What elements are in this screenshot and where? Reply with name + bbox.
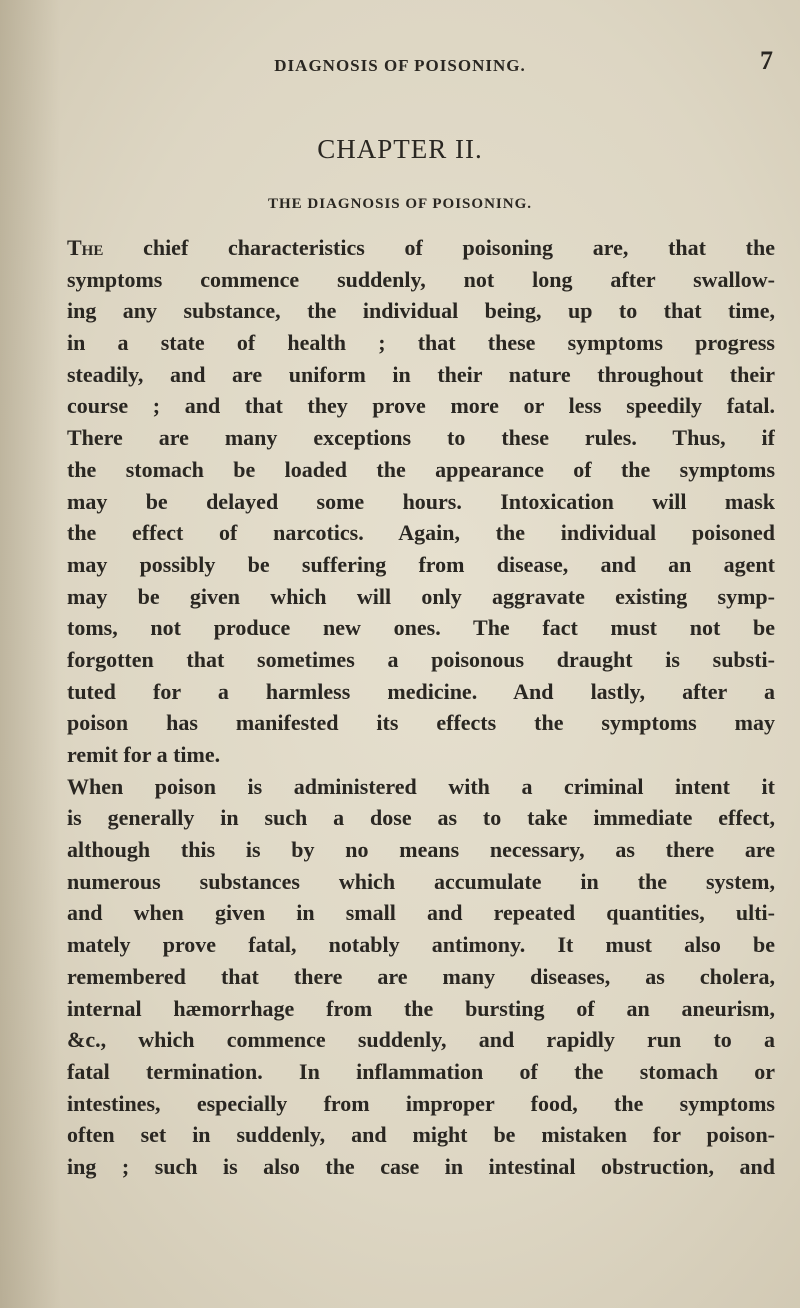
text-line: although this is by no means necessary, as there are xyxy=(67,837,775,863)
text-line: remembered that there are many diseases, as cholera, xyxy=(67,963,775,989)
text-line: intestines, especially from improper food, the symptoms xyxy=(67,1090,775,1116)
text-line: and when given in small and repeated quantities, ulti- xyxy=(67,900,775,926)
gutter-shadow xyxy=(0,0,60,1308)
page-number: 7 xyxy=(760,46,773,75)
text-line: When poison is administered with a criminal intent it xyxy=(67,773,775,799)
section-title: THE DIAGNOSIS OF POISONING. xyxy=(268,196,532,212)
paragraph-1 xyxy=(67,232,775,771)
running-head: DIAGNOSIS OF POISONING. xyxy=(274,56,526,75)
paragraph-2 xyxy=(67,771,775,1183)
text-line: There are many exceptions to these rules. Thus, if xyxy=(67,425,775,451)
text-line: ing any substance, the individual being, up to that time, xyxy=(67,298,775,324)
text-line: may possibly be suffering from disease, and an agent xyxy=(67,551,775,577)
text-line: &c., which commence suddenly, and rapidly run to a xyxy=(67,1027,775,1053)
text-line: remit for a time. xyxy=(67,742,221,767)
text-line: forgotten that sometimes a poisonous draught is substi- xyxy=(67,646,775,672)
text-line: fatal termination. In inflammation of the stomach or xyxy=(67,1058,775,1084)
text-line: The chief characteristics of poisoning are, that the xyxy=(67,235,775,260)
text-line: may be delayed some hours. Intoxication will mask xyxy=(67,488,775,514)
lead-word: The xyxy=(67,235,104,260)
text-line: ing ; such is also the case in intestinal obstruction, and xyxy=(67,1153,775,1179)
text-line: often set in suddenly, and might be mistaken for poison- xyxy=(67,1122,775,1148)
text-line: course ; and that they prove more or less speedily fatal. xyxy=(67,393,775,419)
body-text xyxy=(67,232,775,1183)
text-line: numerous substances which accumulate in the system, xyxy=(67,868,775,894)
text-line: the effect of narcotics. Again, the individual poisoned xyxy=(67,520,775,546)
text-line: may be given which will only aggravate existing symp- xyxy=(67,583,775,609)
text-line: symptoms commence suddenly, not long after swallow- xyxy=(67,266,775,292)
text-line: steadily, and are uniform in their nature throughout their xyxy=(67,361,775,387)
text-line: in a state of health ; that these symptoms progress xyxy=(67,330,775,356)
text-line: toms, not produce new ones. The fact must not be xyxy=(67,615,775,641)
text-line: mately prove fatal, notably antimony. It must also be xyxy=(67,932,775,958)
chapter-title: CHAPTER II. xyxy=(317,134,483,164)
text-line: is generally in such a dose as to take immediate effect, xyxy=(67,805,775,831)
text-line: internal hæmorrhage from the bursting of an aneurism, xyxy=(67,995,775,1021)
text-line: poison has manifested its effects the symptoms may xyxy=(67,710,775,736)
text-line: tuted for a harmless medicine. And lastly, after a xyxy=(67,678,775,704)
text-line: the stomach be loaded the appearance of the symptoms xyxy=(67,456,775,482)
